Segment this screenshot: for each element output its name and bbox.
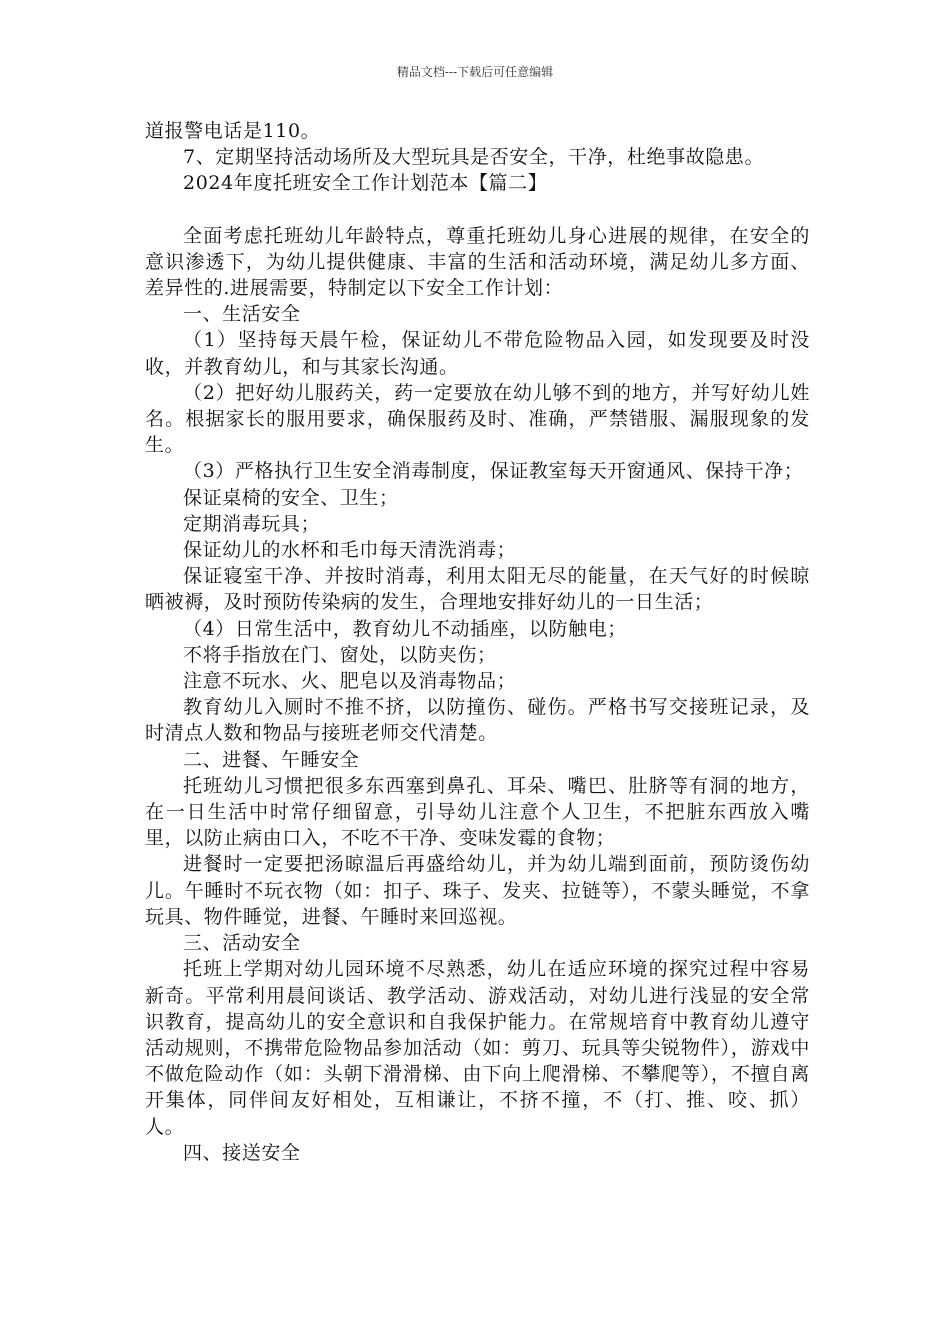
- paragraph: 进餐时一定要把汤晾温后再盛给幼儿，并为幼儿端到面前，预防烫伤幼儿。午睡时不玩衣物（如：扣子、珠子、发夹、拉链等），不蒙头睡觉，不拿玩具、物件睡觉，进餐、午睡时来回巡视。: [145, 853, 810, 928]
- paragraph: 托班上学期对幼儿园环境不尽熟悉，幼儿在适应环境的探究过程中容易新奇。平常利用晨间谈话、教学活动、游戏活动，对幼儿进行浅显的安全常识教育，提高幼儿的安全意识和自我保护能力。在常规培育中教育幼儿遵守活动规则，不携带危险物品参加活动（如：剪刀、玩具等尖锐物件），游戏中不做危险动作（如：头朝下滑滑梯、由下向上爬滑梯、不攀爬等），不擅自离开集体，同伴间友好相处，互相谦让，不挤不撞，不（打、推、咬、抓）人。: [145, 958, 810, 1138]
- paragraph: 全面考虑托班幼儿年龄特点，尊重托班幼儿身心进展的规律，在安全的意识渗透下，为幼儿提供健康、丰富的生活和活动环境，满足幼儿多方面、差异性的.进展需要，特制定以下安全工作计划：: [145, 224, 810, 300]
- paragraph: 道报警电话是110。: [145, 120, 321, 142]
- paragraph: 二、进餐、午睡安全: [183, 748, 360, 771]
- page-header: 精品文档---下载后可任意编辑: [396, 65, 554, 79]
- paragraph: 保证幼儿的水杯和毛巾每天清洗消毒；: [183, 539, 517, 562]
- paragraph: 托班幼儿习惯把很多东西塞到鼻孔、耳朵、嘴巴、肚脐等有洞的地方，在一日生活中时常仔细留意，引导幼儿注意个人卫生，不把脏东西放入嘴里，以防止病由口入，不吃不干净、变味发霉的食物；: [145, 774, 810, 850]
- paragraph: 定期消毒玩具；: [183, 512, 321, 535]
- paragraph: 注意不玩水、火、肥皂以及消毒物品；: [183, 670, 517, 693]
- paragraph: 保证桌椅的安全、卫生；: [183, 486, 399, 509]
- document-body: [145, 118, 810, 1166]
- paragraph: 三、活动安全: [183, 932, 301, 955]
- paragraph: 教育幼儿入厕时不推不挤，以防撞伤、碰伤。严格书写交接班记录，及时清点人数和物品与接班老师交代清楚。: [145, 696, 810, 745]
- paragraph: 不将手指放在门、窗处，以防夹伤；: [183, 643, 497, 666]
- paragraph: 保证寝室干净、并按时消毒，利用太阳无尽的能量，在天气好的时候晾晒被褥，及时预防传染病的发生，合理地安排好幼儿的一日生活；: [145, 565, 810, 614]
- paragraph: 一、生活安全: [183, 303, 301, 326]
- paragraph-gap: [145, 197, 810, 223]
- paragraph: （3）严格执行卫生安全消毒制度，保证教室每天开窗通风、保持干净；: [183, 460, 804, 483]
- paragraph: 四、接送安全: [183, 1141, 301, 1164]
- paragraph: （1）坚持每天晨午检，保证幼儿不带危险物品入园，如发现要及时没收，并教育幼儿，和与其家长沟通。: [145, 329, 810, 378]
- paragraph: （4）日常生活中，教育幼儿不动插座，以防触电；: [183, 617, 627, 640]
- paragraph: 2024年度托班安全工作计划范本【篇二】: [183, 172, 548, 195]
- paragraph: （2）把好幼儿服药关，药一定要放在幼儿够不到的地方，并写好幼儿姓名。根据家长的服用要求，确保服药及时、准确，严禁错服、漏服现象的发生。: [145, 381, 810, 457]
- paragraph: 7、定期坚持活动场所及大型玩具是否安全，干净，杜绝事故隐患。: [183, 146, 765, 169]
